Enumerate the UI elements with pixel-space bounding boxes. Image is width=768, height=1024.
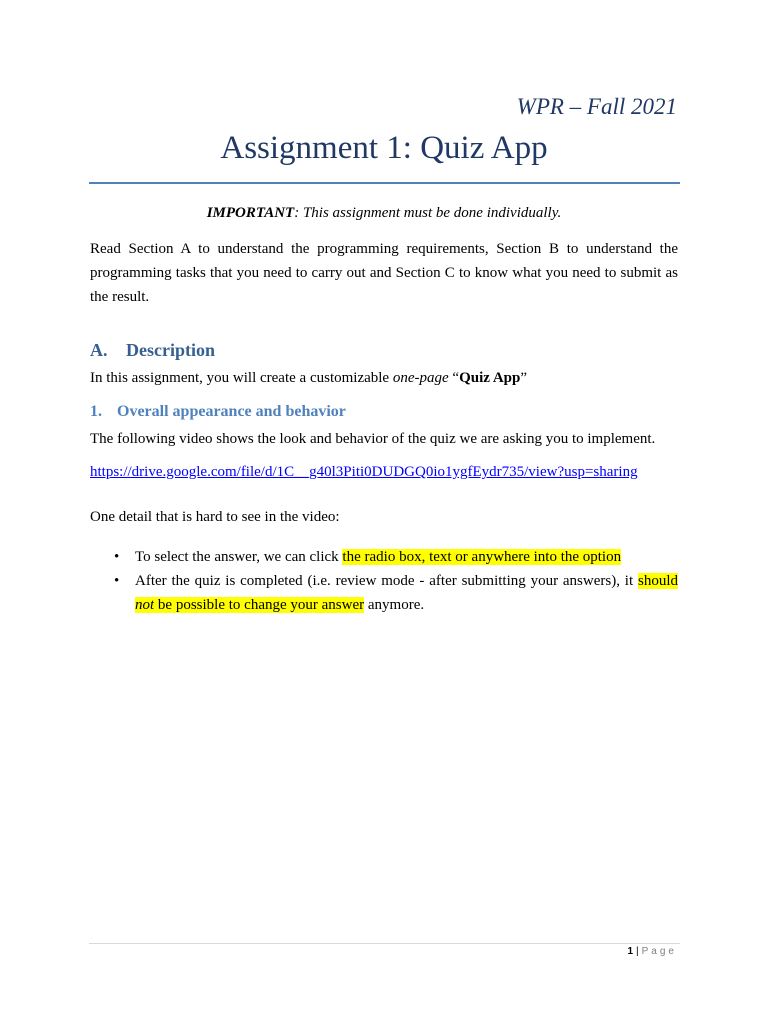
subsection-1-number: 1.	[90, 403, 102, 420]
bullet-1-highlight: the radio box, text or anywhere into the option	[342, 549, 622, 565]
section-a-paragraph	[90, 366, 678, 390]
list-item	[90, 545, 678, 569]
detail-intro: One detail that is hard to see in the video:	[90, 509, 340, 525]
section-a-text: In this assignment, you will create a customizable	[90, 370, 393, 386]
list-item-text	[135, 545, 678, 569]
subsection-1-paragraph: The following video shows the look and behavior of the quiz we are asking you to implement.	[90, 431, 656, 447]
page-word: Page	[641, 946, 677, 957]
page-number: 1	[627, 946, 634, 957]
list-item	[90, 569, 678, 617]
bullet-2-highlight-should: should	[637, 573, 678, 589]
section-a-heading	[90, 340, 215, 361]
bullet-2-text: After the quiz is completed (i.e. review mode - after submitting your answers), it	[135, 573, 638, 589]
important-note	[0, 205, 768, 222]
bullet-1-text: To select the answer, we can click	[135, 549, 343, 565]
footer-divider	[89, 943, 680, 944]
subsection-1-heading	[90, 403, 346, 421]
section-a-open-quote: “	[448, 370, 460, 386]
subsection-1-title: Overall appearance and behavior	[117, 403, 346, 420]
section-a-close-quote: ”	[520, 370, 528, 386]
section-a-title: Description	[126, 340, 215, 360]
important-label: IMPORTANT	[206, 205, 295, 221]
footer-separator: |	[636, 946, 639, 957]
detail-list	[90, 545, 678, 617]
important-text: : This assignment must be done individually.	[294, 205, 562, 221]
bullet-icon: •	[114, 573, 120, 589]
bullet-2-highlight-not: not	[135, 597, 155, 613]
list-item-text	[135, 569, 678, 617]
page-title: Assignment 1: Quiz App	[220, 130, 548, 166]
video-link[interactable]: https://drive.google.com/file/d/1C__g40l3Piti0DUDGQ0io1ygfEydr735/view?usp=sharing	[90, 464, 638, 480]
title-divider	[89, 182, 680, 184]
bullet-2-tail: anymore.	[364, 597, 425, 613]
bullet-2-highlight-rest: be possible to change your answer	[154, 597, 365, 613]
section-a-italic: one-page	[392, 370, 449, 386]
page-footer	[627, 946, 677, 957]
course-subtitle: WPR – Fall 2021	[516, 94, 677, 119]
intro-paragraph: Read Section A to understand the programming requirements, Section B to understand the programming tasks that you need to carry out and Section C to know what you need to submit as the result.	[90, 241, 678, 305]
section-a-number: A.	[90, 340, 108, 360]
bullet-icon: •	[114, 549, 120, 565]
section-a-app-name: Quiz App	[459, 370, 521, 386]
